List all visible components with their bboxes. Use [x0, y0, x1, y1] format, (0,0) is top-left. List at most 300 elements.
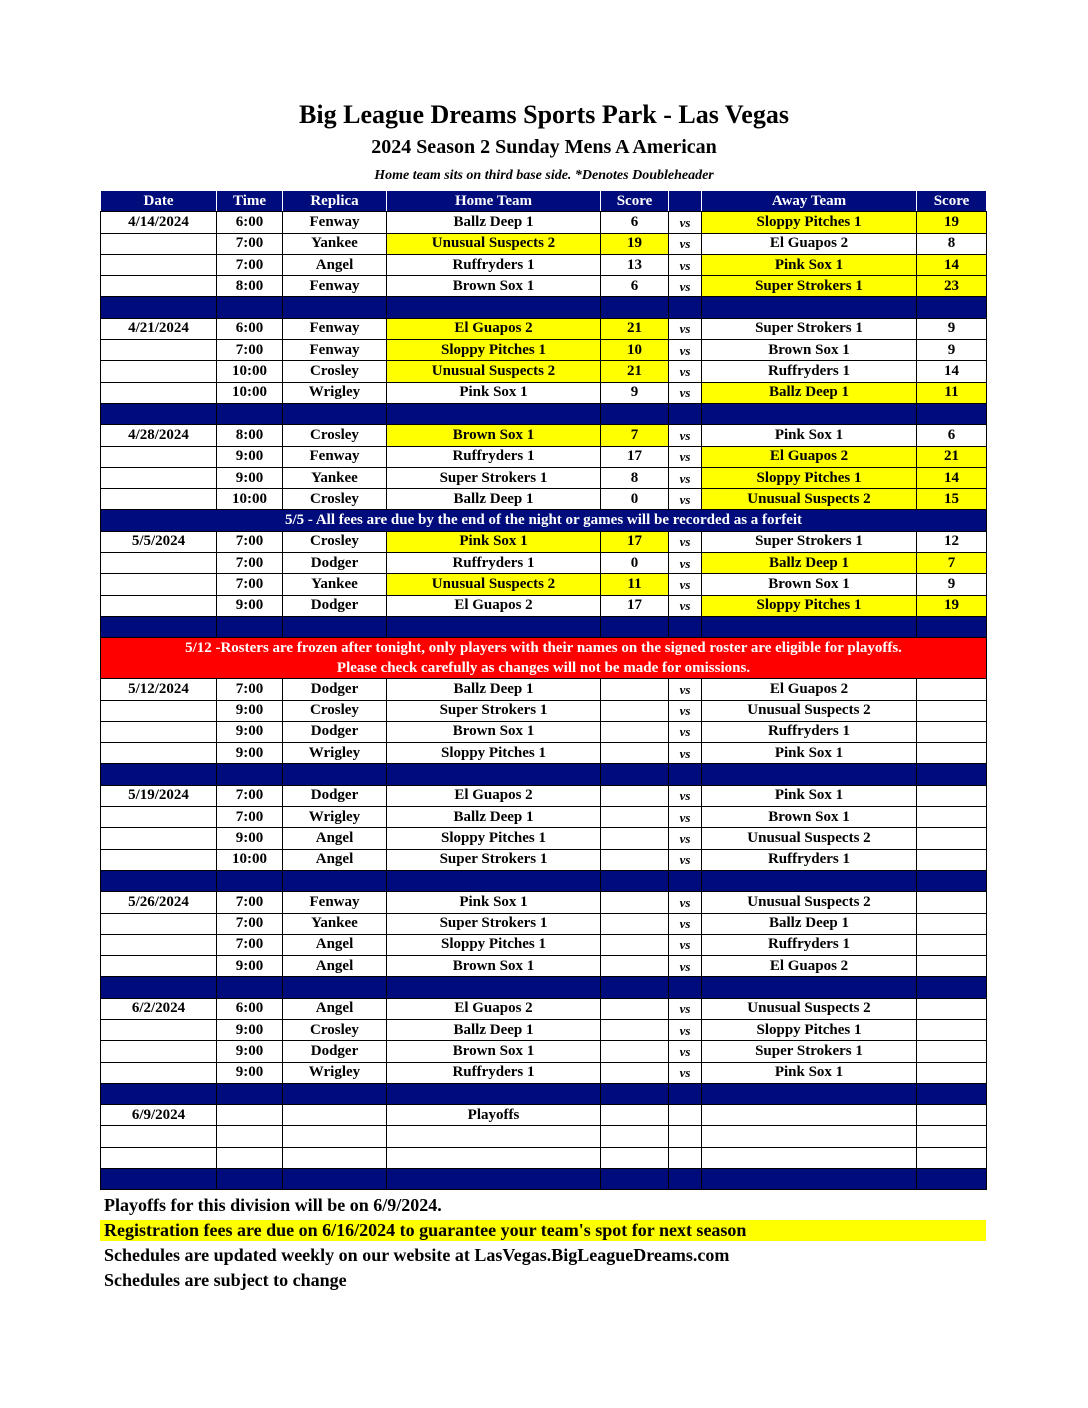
- away-score: 15: [917, 489, 987, 510]
- game-row: [101, 934, 987, 955]
- spacer-cell: [283, 764, 387, 785]
- spacer-cell: [101, 764, 217, 785]
- home-score: 17: [601, 446, 669, 467]
- col-time: Time: [217, 191, 283, 212]
- game-row: [101, 956, 987, 977]
- away-score: 7: [917, 553, 987, 574]
- vs-label: vs: [669, 254, 702, 275]
- col-vs: [669, 191, 702, 212]
- game-row: [101, 998, 987, 1019]
- away-score: 11: [917, 382, 987, 403]
- game-date: 5/26/2024: [101, 892, 217, 913]
- game-date: [101, 1062, 217, 1083]
- col-away-score: Score: [917, 191, 987, 212]
- away-score: [917, 785, 987, 806]
- away-team: [702, 1147, 917, 1168]
- game-field: Crosley: [283, 361, 387, 382]
- spacer-cell: [917, 870, 987, 891]
- spacer-cell: [601, 297, 669, 318]
- game-time: 7:00: [217, 553, 283, 574]
- game-date: [101, 254, 217, 275]
- game-field: Yankee: [283, 467, 387, 488]
- game-date: 5/12/2024: [101, 679, 217, 700]
- page-title: Big League Dreams Sports Park - Las Vegas: [299, 100, 789, 129]
- game-time: 9:00: [217, 595, 283, 616]
- game-row: [101, 531, 987, 552]
- away-team: Pink Sox 1: [702, 785, 917, 806]
- game-date: [101, 574, 217, 595]
- spacer-cell: [669, 616, 702, 637]
- home-team: Super Strokers 1: [387, 913, 601, 934]
- home-team: Ruffryders 1: [387, 553, 601, 574]
- home-team: Ruffryders 1: [387, 446, 601, 467]
- home-score: [601, 700, 669, 721]
- home-team: Ballz Deep 1: [387, 1019, 601, 1040]
- game-field: Angel: [283, 828, 387, 849]
- away-team: [702, 1105, 917, 1126]
- home-score: 17: [601, 531, 669, 552]
- away-score: [917, 1126, 987, 1147]
- away-team: Pink Sox 1: [702, 1062, 917, 1083]
- game-row: [101, 574, 987, 595]
- game-date: [101, 553, 217, 574]
- spacer-cell: [702, 297, 917, 318]
- game-date: 5/5/2024: [101, 531, 217, 552]
- game-row: [101, 679, 987, 700]
- home-team: Pink Sox 1: [387, 892, 601, 913]
- spacer-cell: [601, 1083, 669, 1104]
- away-team: Unusual Suspects 2: [702, 998, 917, 1019]
- game-date: [101, 276, 217, 297]
- home-score: [601, 743, 669, 764]
- away-team: Unusual Suspects 2: [702, 489, 917, 510]
- spacer-row: [101, 870, 987, 891]
- col-date: Date: [101, 191, 217, 212]
- away-team: Super Strokers 1: [702, 531, 917, 552]
- game-time: 8:00: [217, 276, 283, 297]
- schedule-note: Home team sits on third base side. *Denotes Doubleheader: [374, 168, 714, 183]
- game-time: 9:00: [217, 700, 283, 721]
- away-score: [917, 998, 987, 1019]
- home-score: 0: [601, 489, 669, 510]
- game-row: [101, 1019, 987, 1040]
- game-row: [101, 1105, 987, 1126]
- game-row: [101, 489, 987, 510]
- game-time: 10:00: [217, 489, 283, 510]
- game-field: Crosley: [283, 700, 387, 721]
- home-team: Brown Sox 1: [387, 956, 601, 977]
- home-score: 19: [601, 233, 669, 254]
- game-date: 5/19/2024: [101, 785, 217, 806]
- game-field: Fenway: [283, 318, 387, 339]
- away-team: Unusual Suspects 2: [702, 828, 917, 849]
- spacer-cell: [601, 403, 669, 424]
- game-time: 7:00: [217, 531, 283, 552]
- vs-label: vs: [669, 425, 702, 446]
- spacer-cell: [669, 1083, 702, 1104]
- game-field: Crosley: [283, 489, 387, 510]
- spacer-cell: [217, 977, 283, 998]
- spacer-cell: [217, 870, 283, 891]
- home-team: Ruffryders 1: [387, 254, 601, 275]
- spacer-cell: [917, 764, 987, 785]
- game-date: [101, 489, 217, 510]
- away-team: El Guapos 2: [702, 233, 917, 254]
- vs-label: vs: [669, 489, 702, 510]
- game-date: [101, 721, 217, 742]
- spacer-cell: [217, 616, 283, 637]
- game-field: Dodger: [283, 679, 387, 700]
- away-team: [702, 1126, 917, 1147]
- away-team: Ballz Deep 1: [702, 553, 917, 574]
- game-time: 7:00: [217, 679, 283, 700]
- spacer-cell: [387, 1083, 601, 1104]
- spacer-cell: [601, 977, 669, 998]
- vs-label: vs: [669, 1041, 702, 1062]
- home-team: Super Strokers 1: [387, 849, 601, 870]
- home-score: [601, 934, 669, 955]
- game-time: 10:00: [217, 382, 283, 403]
- spacer-cell: [283, 1169, 387, 1190]
- home-team: Ballz Deep 1: [387, 807, 601, 828]
- notice-banner: 5/5 - All fees are due by the end of the night or games will be recorded as a forfeit: [101, 510, 987, 531]
- away-score: [917, 807, 987, 828]
- game-row: [101, 785, 987, 806]
- away-score: [917, 1019, 987, 1040]
- spacer-row: [101, 1169, 987, 1190]
- game-time: 7:00: [217, 807, 283, 828]
- spacer-cell: [387, 616, 601, 637]
- home-team: Unusual Suspects 2: [387, 361, 601, 382]
- game-field: Wrigley: [283, 1062, 387, 1083]
- game-date: 4/21/2024: [101, 318, 217, 339]
- home-team: Pink Sox 1: [387, 382, 601, 403]
- away-team: El Guapos 2: [702, 446, 917, 467]
- game-date: [101, 743, 217, 764]
- spacer-cell: [387, 403, 601, 424]
- schedule-table: [100, 190, 987, 1190]
- away-score: [917, 849, 987, 870]
- away-team: Pink Sox 1: [702, 743, 917, 764]
- spacer-cell: [101, 977, 217, 998]
- game-time: 9:00: [217, 828, 283, 849]
- away-score: [917, 679, 987, 700]
- col-home-score: Score: [601, 191, 669, 212]
- spacer-row: [101, 297, 987, 318]
- spacer-cell: [669, 870, 702, 891]
- spacer-cell: [601, 1169, 669, 1190]
- home-score: 6: [601, 276, 669, 297]
- game-time: 8:00: [217, 425, 283, 446]
- spacer-cell: [917, 977, 987, 998]
- game-field: Dodger: [283, 553, 387, 574]
- game-date: [101, 828, 217, 849]
- game-date: [101, 956, 217, 977]
- home-score: 8: [601, 467, 669, 488]
- game-date: [101, 361, 217, 382]
- home-score: [601, 785, 669, 806]
- spacer-cell: [101, 1169, 217, 1190]
- game-field: [283, 1126, 387, 1147]
- home-team: El Guapos 2: [387, 318, 601, 339]
- col-home-team: Home Team: [387, 191, 601, 212]
- vs-label: vs: [669, 233, 702, 254]
- game-row: [101, 340, 987, 361]
- away-team: Brown Sox 1: [702, 340, 917, 361]
- vs-label: vs: [669, 1062, 702, 1083]
- away-score: [917, 721, 987, 742]
- away-team: Ruffryders 1: [702, 934, 917, 955]
- home-team: [387, 1147, 601, 1168]
- home-score: 7: [601, 425, 669, 446]
- home-team: Sloppy Pitches 1: [387, 743, 601, 764]
- spacer-cell: [217, 403, 283, 424]
- game-row: [101, 1147, 987, 1168]
- vs-label: vs: [669, 934, 702, 955]
- spacer-cell: [669, 403, 702, 424]
- away-team: Super Strokers 1: [702, 276, 917, 297]
- away-score: [917, 1147, 987, 1168]
- vs-label: vs: [669, 998, 702, 1019]
- page-subtitle: 2024 Season 2 Sunday Mens A American: [371, 136, 717, 158]
- game-field: Dodger: [283, 1041, 387, 1062]
- away-team: Ballz Deep 1: [702, 913, 917, 934]
- home-team: Ballz Deep 1: [387, 489, 601, 510]
- home-score: [601, 1062, 669, 1083]
- spacer-cell: [669, 297, 702, 318]
- away-score: [917, 934, 987, 955]
- game-row: [101, 1062, 987, 1083]
- vs-label: vs: [669, 531, 702, 552]
- game-date: [101, 233, 217, 254]
- game-time: 7:00: [217, 934, 283, 955]
- game-time: 7:00: [217, 574, 283, 595]
- away-score: 8: [917, 233, 987, 254]
- game-field: Wrigley: [283, 807, 387, 828]
- footer-registration: Registration fees are due on 6/16/2024 to guarantee your team's spot for next season: [100, 1220, 986, 1241]
- home-team: Brown Sox 1: [387, 425, 601, 446]
- spacer-cell: [702, 870, 917, 891]
- home-score: 6: [601, 212, 669, 233]
- spacer-cell: [669, 1169, 702, 1190]
- spacer-cell: [917, 616, 987, 637]
- home-team: Sloppy Pitches 1: [387, 934, 601, 955]
- game-time: 9:00: [217, 446, 283, 467]
- spacer-cell: [917, 297, 987, 318]
- away-team: Ruffryders 1: [702, 361, 917, 382]
- vs-label: vs: [669, 382, 702, 403]
- spacer-cell: [702, 1083, 917, 1104]
- col-away-team: Away Team: [702, 191, 917, 212]
- game-row: [101, 553, 987, 574]
- vs-label: vs: [669, 361, 702, 382]
- game-time: 6:00: [217, 318, 283, 339]
- vs-label: [669, 1147, 702, 1168]
- home-team: [387, 1126, 601, 1147]
- spacer-row: [101, 616, 987, 637]
- game-row: [101, 1041, 987, 1062]
- spacer-cell: [283, 977, 387, 998]
- game-time: [217, 1105, 283, 1126]
- home-score: 21: [601, 361, 669, 382]
- away-score: 12: [917, 531, 987, 552]
- game-date: [101, 849, 217, 870]
- vs-label: vs: [669, 743, 702, 764]
- game-time: 7:00: [217, 233, 283, 254]
- game-date: 4/14/2024: [101, 212, 217, 233]
- vs-label: vs: [669, 340, 702, 361]
- roster-alert-line: Please check carefully as changes will not be made for omissions.: [336, 660, 751, 677]
- game-date: 6/9/2024: [101, 1105, 217, 1126]
- game-field: Angel: [283, 254, 387, 275]
- home-score: [601, 679, 669, 700]
- game-row: [101, 849, 987, 870]
- game-row: [101, 700, 987, 721]
- home-team: Ballz Deep 1: [387, 679, 601, 700]
- game-date: [101, 913, 217, 934]
- game-field: Angel: [283, 998, 387, 1019]
- home-score: [601, 1126, 669, 1147]
- game-time: 7:00: [217, 254, 283, 275]
- away-team: Ballz Deep 1: [702, 382, 917, 403]
- away-score: 14: [917, 254, 987, 275]
- home-score: 17: [601, 595, 669, 616]
- game-time: [217, 1126, 283, 1147]
- game-row: [101, 382, 987, 403]
- home-team: El Guapos 2: [387, 785, 601, 806]
- game-time: [217, 1147, 283, 1168]
- home-score: [601, 849, 669, 870]
- spacer-cell: [669, 764, 702, 785]
- away-team: El Guapos 2: [702, 956, 917, 977]
- vs-label: vs: [669, 446, 702, 467]
- game-field: Fenway: [283, 892, 387, 913]
- vs-label: vs: [669, 892, 702, 913]
- game-row: [101, 318, 987, 339]
- game-row: [101, 807, 987, 828]
- away-score: 14: [917, 361, 987, 382]
- game-row: [101, 743, 987, 764]
- game-time: 10:00: [217, 849, 283, 870]
- spacer-cell: [387, 764, 601, 785]
- spacer-cell: [702, 403, 917, 424]
- away-team: Pink Sox 1: [702, 425, 917, 446]
- game-field: Fenway: [283, 446, 387, 467]
- vs-label: [669, 1105, 702, 1126]
- game-row: [101, 212, 987, 233]
- game-row: [101, 446, 987, 467]
- game-row: [101, 913, 987, 934]
- away-score: [917, 700, 987, 721]
- spacer-cell: [387, 977, 601, 998]
- game-field: Wrigley: [283, 743, 387, 764]
- spacer-cell: [601, 870, 669, 891]
- game-row: [101, 425, 987, 446]
- spacer-cell: [702, 1169, 917, 1190]
- spacer-cell: [387, 1169, 601, 1190]
- game-field: Dodger: [283, 721, 387, 742]
- game-field: Yankee: [283, 574, 387, 595]
- home-score: [601, 913, 669, 934]
- home-score: [601, 1147, 669, 1168]
- home-score: [601, 998, 669, 1019]
- home-team: El Guapos 2: [387, 998, 601, 1019]
- away-team: Sloppy Pitches 1: [702, 595, 917, 616]
- home-score: [601, 1105, 669, 1126]
- game-row: [101, 361, 987, 382]
- game-field: Fenway: [283, 212, 387, 233]
- home-team: Unusual Suspects 2: [387, 233, 601, 254]
- vs-label: vs: [669, 467, 702, 488]
- game-time: 9:00: [217, 1062, 283, 1083]
- away-team: Super Strokers 1: [702, 318, 917, 339]
- game-time: 9:00: [217, 956, 283, 977]
- home-score: [601, 1041, 669, 1062]
- game-date: [101, 595, 217, 616]
- away-team: Super Strokers 1: [702, 1041, 917, 1062]
- roster-alert-row: [101, 638, 987, 679]
- away-team: Sloppy Pitches 1: [702, 1019, 917, 1040]
- spacer-cell: [283, 297, 387, 318]
- game-row: [101, 721, 987, 742]
- spacer-cell: [217, 764, 283, 785]
- spacer-cell: [101, 1083, 217, 1104]
- game-time: 7:00: [217, 785, 283, 806]
- home-team: Sloppy Pitches 1: [387, 340, 601, 361]
- vs-label: vs: [669, 849, 702, 870]
- spacer-cell: [101, 297, 217, 318]
- game-time: 9:00: [217, 721, 283, 742]
- game-row: [101, 467, 987, 488]
- home-score: [601, 828, 669, 849]
- game-date: [101, 934, 217, 955]
- home-team: Sloppy Pitches 1: [387, 828, 601, 849]
- home-team: Unusual Suspects 2: [387, 574, 601, 595]
- game-row: [101, 276, 987, 297]
- home-score: 9: [601, 382, 669, 403]
- vs-label: vs: [669, 276, 702, 297]
- game-row: [101, 1126, 987, 1147]
- vs-label: vs: [669, 700, 702, 721]
- away-team: El Guapos 2: [702, 679, 917, 700]
- home-team: Super Strokers 1: [387, 467, 601, 488]
- vs-label: vs: [669, 1019, 702, 1040]
- game-date: [101, 382, 217, 403]
- game-field: Dodger: [283, 785, 387, 806]
- game-date: [101, 807, 217, 828]
- footer-change: Schedules are subject to change: [104, 1270, 347, 1290]
- game-date: [101, 467, 217, 488]
- spacer-cell: [917, 1169, 987, 1190]
- game-row: [101, 254, 987, 275]
- away-team: Brown Sox 1: [702, 807, 917, 828]
- home-team: El Guapos 2: [387, 595, 601, 616]
- game-field: [283, 1105, 387, 1126]
- game-row: [101, 233, 987, 254]
- vs-label: vs: [669, 212, 702, 233]
- vs-label: vs: [669, 785, 702, 806]
- game-field: Fenway: [283, 340, 387, 361]
- away-score: 9: [917, 574, 987, 595]
- away-team: Sloppy Pitches 1: [702, 467, 917, 488]
- away-team: Pink Sox 1: [702, 254, 917, 275]
- vs-label: vs: [669, 553, 702, 574]
- spacer-cell: [601, 764, 669, 785]
- home-team: Ruffryders 1: [387, 1062, 601, 1083]
- game-time: 6:00: [217, 212, 283, 233]
- spacer-row: [101, 403, 987, 424]
- header-row: [101, 191, 987, 212]
